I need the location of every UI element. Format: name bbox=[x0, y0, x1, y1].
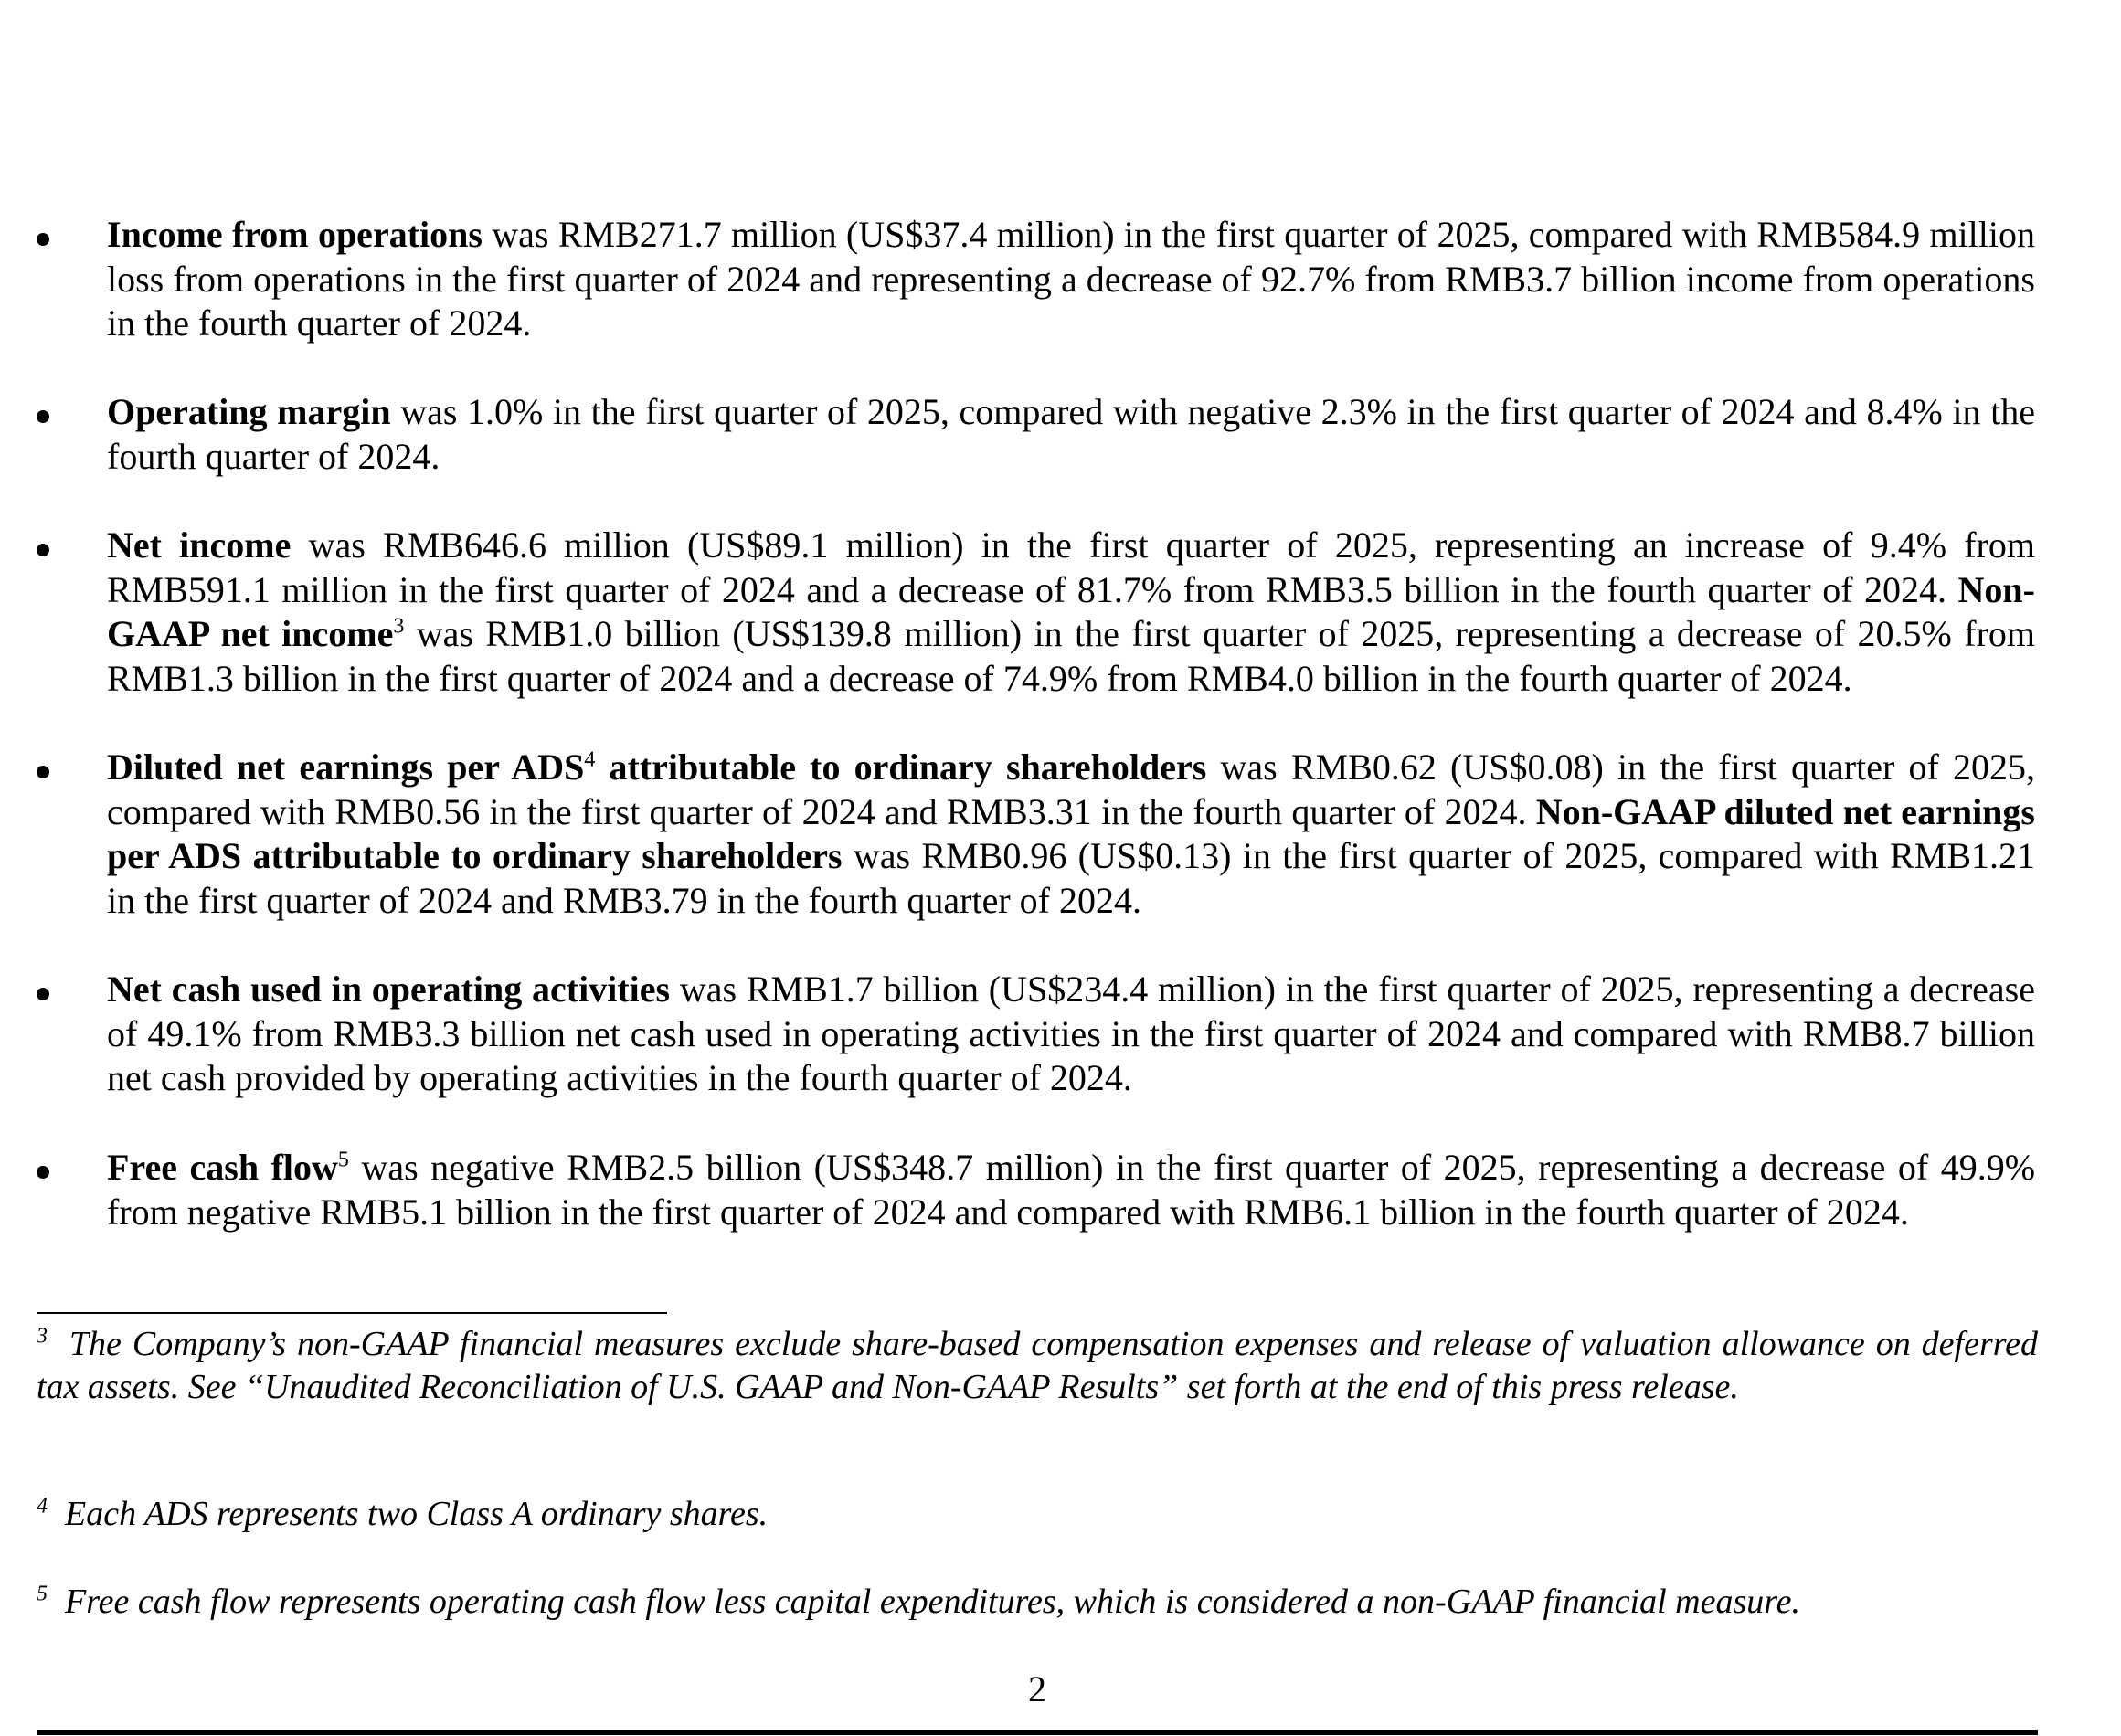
bullet-text bbox=[107, 524, 2035, 701]
bullet-bold-term: Diluted net earnings per ADS bbox=[107, 746, 585, 788]
bullet-body: was 1.0% in the first quarter of 2025, compared with negative 2.3% in the first quarter of 2024 and 8.4% in the fourth quarter of 2024. bbox=[107, 391, 2035, 477]
footnote-3 bbox=[37, 1323, 2038, 1409]
footnote-divider bbox=[37, 1312, 667, 1314]
footnote-ref: 3 bbox=[393, 614, 405, 639]
footnote-ref: 4 bbox=[584, 747, 596, 772]
bullet-bold-term: Income from operations bbox=[107, 214, 483, 255]
footnote-mark: 3 bbox=[37, 1324, 48, 1349]
footnote-5 bbox=[37, 1581, 2038, 1624]
bullet-body-2: was RMB1.0 billion (US$139.8 million) in the first quarter of 2025, representing a decrease of 20.5% from RMB1.3 billion in the first quarter of 2024 and a decrease of 74.9% from RMB4.0 billion in the fourth quarter of 2024. bbox=[107, 613, 2036, 699]
footnote-ref: 5 bbox=[337, 1148, 349, 1172]
bullet-body-2: was RMB0.96 (US$0.13) in the first quarter of 2025, compared with RMB1.21 in the first quarter of 2024 and RMB3.79 in the fourth quarter of 2024. bbox=[107, 835, 2035, 921]
bullet-body: was negative RMB2.5 billion (US$348.7 million) in the first quarter of 2025, representing a decrease of 49.9% from negative RMB5.1 billion in the first quarter of 2024 and compared with RMB6.1 billion in the fourth quarter of 2024. bbox=[107, 1147, 2036, 1233]
bullet-bold-term-cont: attributable to ordinary shareholders bbox=[595, 746, 1207, 788]
footnote-text: The Company’s non-GAAP financial measures exclude share-based compensation expenses and release of valuation allowance on deferred tax assets. See “Unaudited Reconciliation of U.S. GAAP and Non-GAAP Results” set forth at the end of this press release. bbox=[37, 1325, 2039, 1406]
bullet-bold-term-2: Non-GAAP diluted net earnings per ADS attributable to ordinary shareholders bbox=[107, 790, 2035, 876]
bullet-text bbox=[107, 1146, 2035, 1234]
bullet-body: was RMB646.6 million (US$89.1 million) in the first quarter of 2025, representing an increase of 9.4% from RMB591.1 million in the first quarter of 2024 and a decrease of 81.7% from RMB3.5 billion in the fourth quarter of 2024. bbox=[107, 524, 2035, 610]
bullet-icon bbox=[37, 410, 49, 423]
footnote-text: Free cash flow represents operating cash flow less capital expenditures, which is considered a non-GAAP financial measure. bbox=[65, 1583, 1801, 1621]
bullet-icon bbox=[37, 544, 49, 556]
bullet-icon bbox=[37, 988, 49, 1000]
page-number: 2 bbox=[1028, 1668, 1046, 1710]
bullet-body: was RMB1.7 billion (US$234.4 million) in the first quarter of 2025, representing a decrease of 49.1% from RMB3.3 billion net cash used in operating activities in the first quarter of 2024 and compared with RMB8.7 billion net cash provided by operating activities in the fourth quarter of 2024. bbox=[107, 969, 2035, 1098]
bottom-divider bbox=[37, 1730, 2038, 1735]
bullet-bold-term: Net income bbox=[107, 524, 292, 566]
bullet-icon bbox=[37, 1166, 49, 1179]
bullet-text bbox=[107, 968, 2035, 1101]
bullet-body: was RMB271.7 million (US$37.4 million) in the first quarter of 2025, compared with RMB584.9 million loss from operations in the first quarter of 2024 and representing a decrease of 92.7% from RMB3.7 billion income from operations in the fourth quarter of 2024. bbox=[107, 214, 2036, 344]
bullet-body: was RMB0.62 (US$0.08) in the first quarter of 2025, compared with RMB0.56 in the first quarter of 2024 and RMB3.31 in the fourth quarter of 2024. bbox=[107, 746, 2035, 832]
bullet-icon bbox=[37, 766, 49, 778]
bullet-text bbox=[107, 746, 2035, 923]
footnote-text: Each ADS represents two Class A ordinary shares. bbox=[65, 1495, 769, 1533]
bullet-bold-term-2: Non-GAAP net income bbox=[107, 568, 2035, 654]
bullet-bold-term: Free cash flow bbox=[107, 1147, 338, 1188]
bullet-icon bbox=[37, 233, 49, 246]
bullet-text bbox=[107, 213, 2035, 346]
footnote-4 bbox=[37, 1493, 2038, 1536]
bullet-bold-term: Operating margin bbox=[107, 391, 391, 432]
bullet-bold-term: Net cash used in operating activities bbox=[107, 969, 671, 1010]
footnote-mark: 5 bbox=[37, 1582, 48, 1606]
footnote-mark: 4 bbox=[37, 1494, 48, 1519]
bullet-text bbox=[107, 390, 2035, 479]
